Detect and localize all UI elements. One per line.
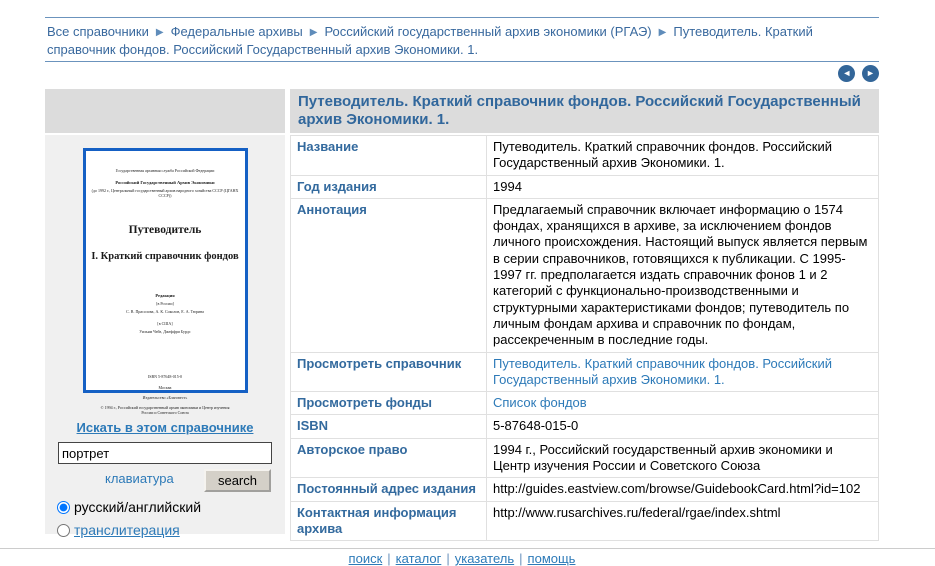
cover-copyright: © 1994 г., Российский государственный архив экономики и Центр изучения России и Советского Союза [100,405,230,415]
russian-english-radio[interactable] [57,501,70,514]
main-content [290,89,879,541]
detail-label: Постоянный адрес издания [291,478,487,501]
cover-editors-us: Уильям Чейз, Джеффри Бурдс [139,329,191,334]
transliteration-radio-row [57,522,285,538]
page-container [45,17,879,541]
russian-english-label: русский/английский [74,499,202,515]
detail-value: Путеводитель. Краткий справочник фондов. Российский Государственный архив Экономики. 1. [487,136,879,176]
table-row [291,198,879,352]
table-row [291,501,879,541]
pager [45,65,879,83]
cover-city: Москва [158,385,172,390]
page-title: Путеводитель. Краткий справочник фондов. Российский Государственный архив Экономики. 1. [290,89,879,133]
cover-archive-note: (до 1992 г., Центральный государственный архив народного хозяйства СССР (ЦГАНХ СССР)) [91,188,239,198]
detail-label: Авторское право [291,438,487,478]
cover-editors-ru: С. В. Прасолова, А. К. Соколов, Е. А. Тюрина [126,309,204,314]
book-cover-image [83,148,248,415]
footer-links [45,549,879,566]
search-controls-row [45,467,285,492]
sidebar-header-bar [45,89,285,133]
detail-value: http://guides.eastview.com/browse/GuidebookCard.html?id=102 [487,478,879,501]
cover-subtitle: I. Краткий справочник фондов [91,251,239,262]
detail-value: Предлагаемый справочник включает информацию о 1574 фондах, хранящихся в архиве, за исключением фондов личного происхождения. Настоящий выпуск является первым в серии справочников, готовящихся к публикации. С 1995-1997 гг. предполагается издать справочник фонов 1 и 2 категорий с функционально-производственными и структурными характеристиками фондов; путеводитель по личным фондам архива и справочник по фондам, рассекреченным в последние годы. [487,198,879,352]
detail-value: 5-87648-015-0 [487,415,879,438]
transliteration-label[interactable]: транслитерация [74,522,180,538]
details-table [290,135,879,541]
table-row [291,352,879,392]
cover-editors-us-label: [в США] [157,321,173,326]
footer-link[interactable]: указатель [454,551,515,566]
detail-value: 1994 [487,175,879,198]
keyboard-link[interactable]: клавиатура [105,471,174,486]
footer-link[interactable]: каталог [395,551,442,566]
breadcrumb-item: Путеводитель. Краткий справочник фондов. Российский Государственный архив Экономики. 1. [47,24,813,57]
breadcrumb-arrow-icon: ▶ [155,27,164,38]
detail-value: http://www.rusarchives.ru/federal/rgae/index.shtml [487,501,879,541]
breadcrumb [45,17,879,62]
detail-label: Просмотреть справочник [291,352,487,392]
footer-separator: | [519,551,523,566]
language-radio-row [57,499,285,515]
table-row [291,136,879,176]
detail-value-link[interactable]: Путеводитель. Краткий справочник фондов. Российский Государственный архив Экономики. 1. [487,352,879,392]
cover-publisher: Издательство «Благовест» [142,395,188,400]
footer [0,548,935,566]
detail-value-link[interactable]: Список фондов [487,392,879,415]
breadcrumb-item[interactable]: Российский государственный архив экономики (РГАЭ) [324,24,652,39]
detail-label: Просмотреть фонды [291,392,487,415]
detail-label: Контактная информация архива [291,501,487,541]
breadcrumb-arrow-icon: ▶ [658,27,667,38]
search-button[interactable]: search [204,469,271,492]
search-input[interactable] [58,442,272,464]
detail-label: ISBN [291,415,487,438]
breadcrumb-arrow-icon: ▶ [309,27,318,38]
content-columns [45,89,879,541]
sidebar [45,89,285,541]
breadcrumb-item[interactable]: Все справочники [47,24,149,39]
table-row [291,392,879,415]
footer-separator: | [446,551,450,566]
cover-editors-ru-label: [в России] [156,301,174,306]
footer-link[interactable]: поиск [348,551,383,566]
cover-isbn: ISBN 5-87648-015-0 [147,374,183,379]
cover-editors-heading: Редакция [155,293,175,298]
footer-link[interactable]: помощь [527,551,576,566]
next-arrow-icon[interactable]: ► [862,65,879,82]
cover-title: Путеводитель [128,224,202,236]
detail-value: 1994 г., Российский государственный архив экономики и Центр изучения России и Советского Союза [487,438,879,478]
cover-archive-name: Российский Государственный Архив Экономики [115,180,215,185]
footer-separator: | [387,551,391,566]
table-row [291,438,879,478]
sidebar-body [45,135,285,538]
prev-arrow-icon[interactable]: ◄ [838,65,855,82]
search-section-heading[interactable]: Искать в этом справочнике [76,420,254,435]
table-row [291,478,879,501]
transliteration-radio[interactable] [57,524,70,537]
table-row [291,175,879,198]
detail-label: Название [291,136,487,176]
detail-label: Аннотация [291,198,487,352]
table-row [291,415,879,438]
detail-label: Год издания [291,175,487,198]
breadcrumb-item[interactable]: Федеральные архивы [170,24,303,39]
cover-agency: Государственная архивная служба Российской Федерации [115,168,215,173]
